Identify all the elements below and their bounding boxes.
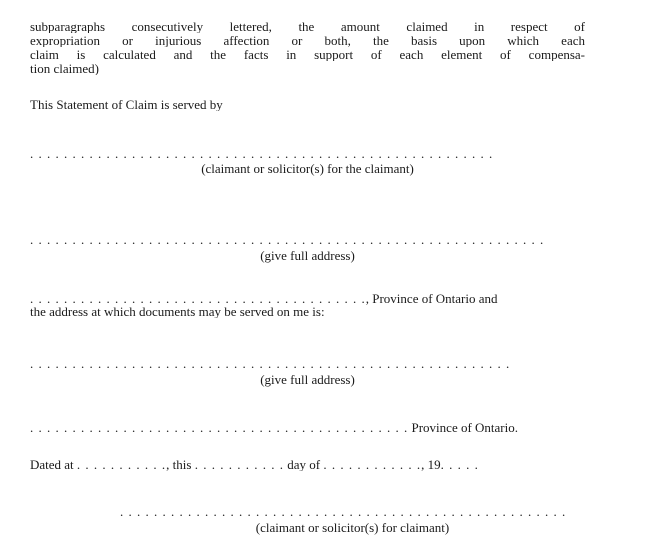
dated-year-dots: . . . . . <box>440 458 479 471</box>
dated-year-text: , 19 <box>421 458 441 471</box>
intro-line-2: expropriation or injurious affection or both, the basis upon which each <box>30 34 585 47</box>
province-text: , Province of Ontario and <box>365 292 498 305</box>
signature-dotted-line: . . . . . . . . . . . . . . . . . . . . . . . . . . . . . . . . . . . . . . . . . . . . . . . . . . . . . <box>120 505 567 518</box>
dated-day-of-text: day of <box>287 458 321 471</box>
signature-caption: (claimant or solicitor(s) for claimant) <box>255 520 450 535</box>
dated-day-dots: . . . . . . . . . . . <box>194 458 284 471</box>
intro-line-1: subparagraphs consecutively lettered, the amount claimed in respect of <box>30 20 585 33</box>
province2-dotted-line: . . . . . . . . . . . . . . . . . . . . . . . . . . . . . . . . . . . . . . . . . . . . . <box>30 421 409 434</box>
intro-line-4: tion claimed) <box>30 62 99 75</box>
claimant-caption: (claimant or solicitor(s) for the claimant) <box>201 161 414 176</box>
address-caption: (give full address) <box>260 248 355 263</box>
served-by-text: This Statement of Claim is served by <box>30 98 223 111</box>
dated-label: Dated at <box>30 458 74 471</box>
province2-text: Province of Ontario. <box>411 421 519 434</box>
province2-line <box>30 421 585 434</box>
dated-month-dots: . . . . . . . . . . . . <box>323 458 422 471</box>
documents-line: the address at which documents may be served on me is: <box>30 305 325 318</box>
address2-dotted-line: . . . . . . . . . . . . . . . . . . . . . . . . . . . . . . . . . . . . . . . . . . . . . . . . . . . . . . . . . <box>30 357 511 370</box>
province-dotted-line: . . . . . . . . . . . . . . . . . . . . . . . . . . . . . . . . . . . . . . . . <box>30 292 366 305</box>
dated-this-text: , this <box>166 458 192 471</box>
claimant-dotted-line: . . . . . . . . . . . . . . . . . . . . . . . . . . . . . . . . . . . . . . . . . . . . . . . . . . . . . . . <box>30 147 494 160</box>
address2-caption: (give full address) <box>260 372 355 387</box>
province-line <box>30 292 585 305</box>
dated-place-dots: . . . . . . . . . . . <box>76 458 167 471</box>
dated-line <box>30 458 585 471</box>
address-dotted-line: . . . . . . . . . . . . . . . . . . . . . . . . . . . . . . . . . . . . . . . . . . . . . . . . . . . . . . . . . . . . . <box>30 233 545 246</box>
intro-line-3: claim is calculated and the facts in support of each element of compensa- <box>30 48 585 61</box>
